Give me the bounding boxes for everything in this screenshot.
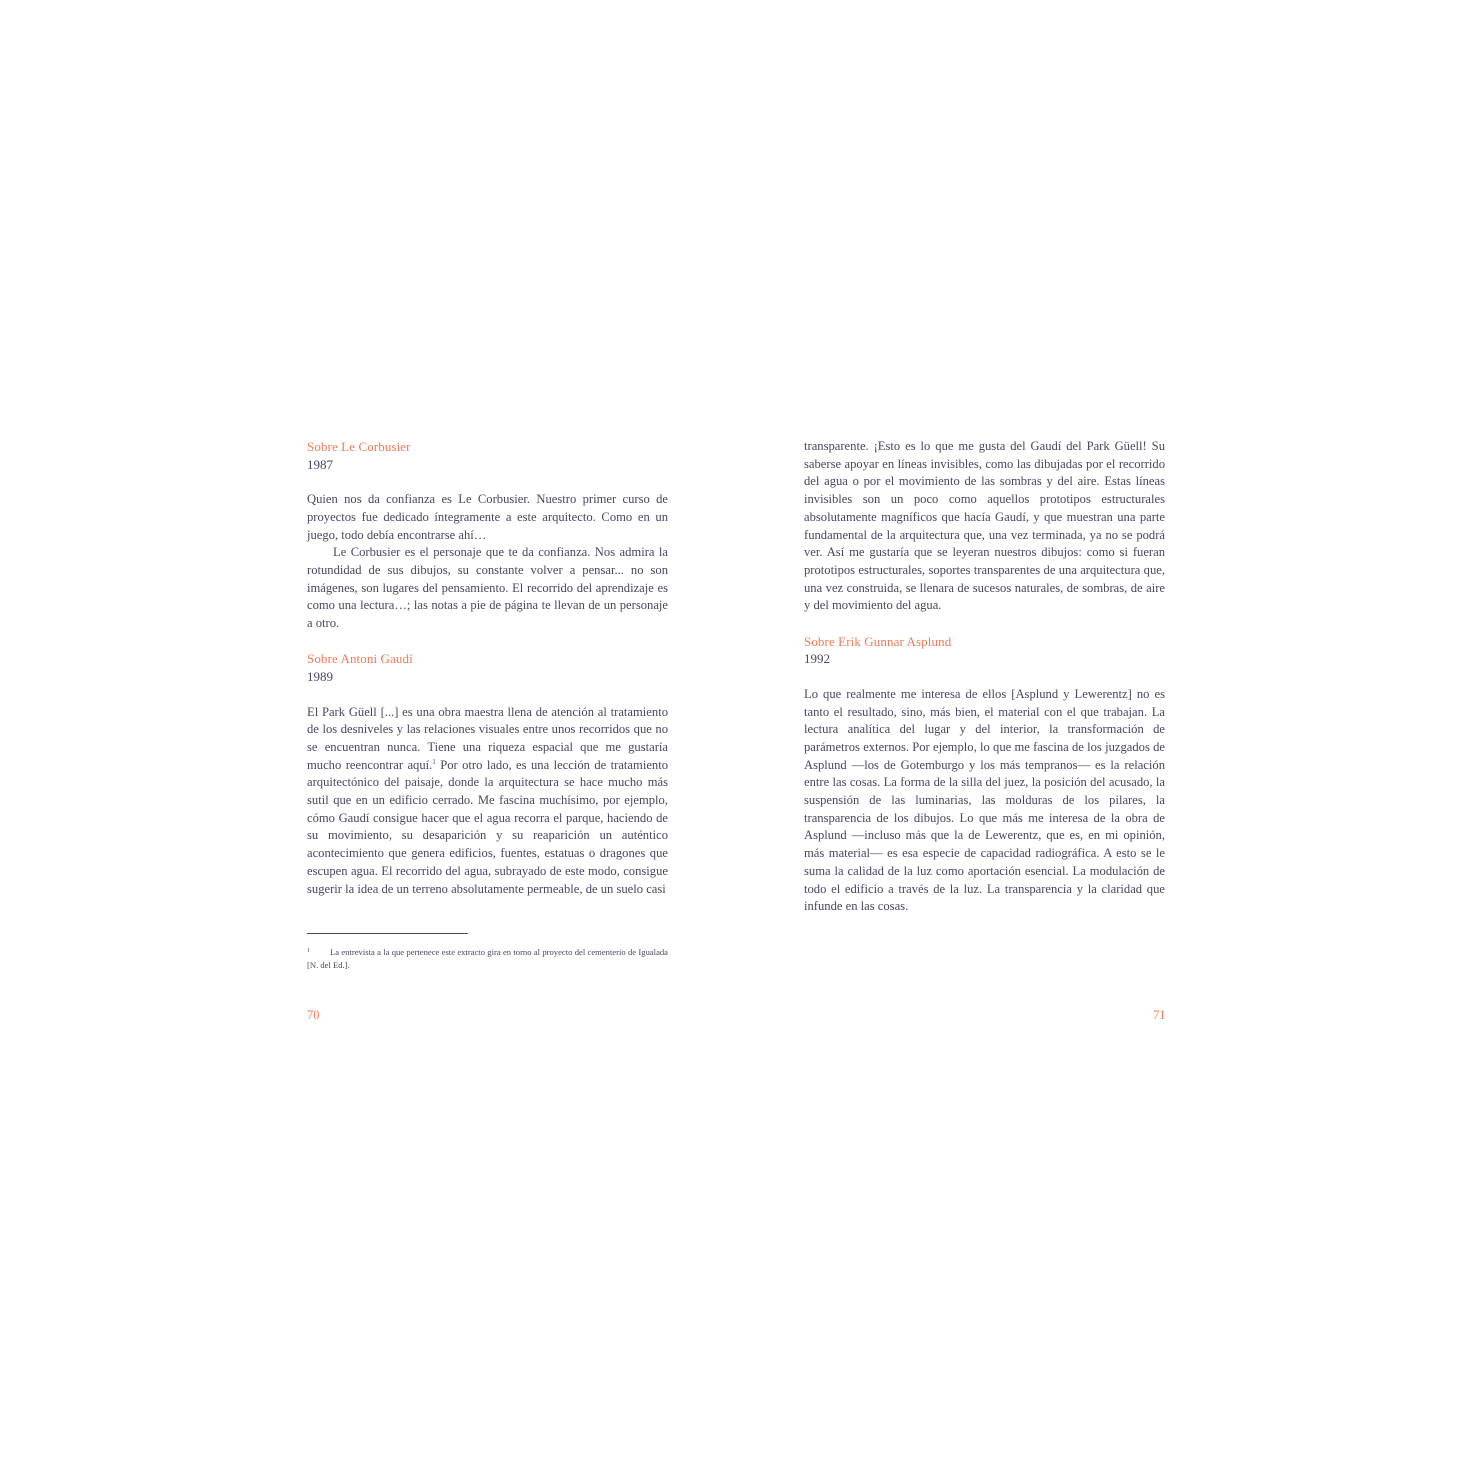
paragraph-le-corbusier-1: Quien nos da confianza es Le Corbusier. Nuestro primer curso de proyectos fue dedicado íntegramente a este arquitecto. Como en un juego, todo debía encontrarse ahí…: [307, 492, 668, 542]
footnote-reference[interactable]: 1: [432, 757, 436, 766]
right-page: [804, 438, 1165, 916]
section-gap: [804, 615, 1165, 633]
page-number-left: 70: [307, 1008, 320, 1022]
paragraph-gaudi-part-2: Por otro lado, es una lección de tratamiento arquitectónico del paisaje, donde la arquitectura se hace mucho más sutil que en un edificio cerrado. Me fascina muchísimo, por ejemplo, cómo Gaudí consigue hacer que el agua recorra el parque, haciendo de su movimiento, su desaparición y su reaparición un auténtico acontecimiento que genera edificios, fuentes, estatuas o dragones que escupen agua. El recorrido del agua, subrayado de este modo, consigue sugerir la idea de un terreno absolutamente permeable, de un suelo casi: [307, 757, 669, 896]
section-year-1989: 1989: [307, 669, 333, 685]
footnote-divider: [307, 933, 468, 934]
section-year-1987: 1987: [307, 456, 333, 472]
paragraph-gaudi-continued: transparente. ¡Esto es lo que me gusta del Gaudí del Park Güell! Su saberse apoyar en líneas invisibles, como las dibujadas por el recorrido del agua o por el movimiento de las sombras y del aire. Estas líneas invisibles son un poco como aquellos prototipos estructurales absolutamente magníficos que hacía Gaudí, y que muestran una parte fundamental de la arquitectura que, una vez terminada, ya no se podrá ver. Así me gustaría que se leyeran nuestros dibujos: como si fueran prototipos estructurales, soportes transparentes de una arquitectura que, una vez construida, se llenara de sucesos naturales, de sombras, de aire y del movimiento del agua.: [804, 439, 1165, 613]
paragraph-gaudi: [307, 704, 668, 899]
left-page: [307, 438, 668, 898]
section-heading-asplund: Sobre Erik Gunnar Asplund: [804, 633, 952, 649]
footnote: [307, 945, 668, 971]
paragraph-le-corbusier-2: Le Corbusier es el personaje que te da confianza. Nos admira la rotundidad de sus dibujos, su constante volver a pensar... no son imágenes, son lugares del pensamiento. El recorrido del aprendizaje es como una lectura…; las notas a pie de página te llevan de un personaje a otro.: [307, 545, 668, 631]
paragraph-gaudi-part-1: El Park Güell [...] es una obra maestra llena de atención al tratamiento de los desniveles y las relaciones visuales entre unos recorridos que no se encuentran nunca. Tiene una riqueza espacial que me gustaría mucho reencontrar aquí.: [307, 704, 668, 772]
page-number-right: 71: [1153, 1008, 1166, 1022]
footnote-text: La entrevista a la que pertenece este extracto gira en torno al proyecto del cementerio de Igualada [N. del Ed.].: [307, 947, 668, 970]
section-heading-gaudi: Sobre Antoni Gaudí: [307, 651, 413, 667]
section-heading-le-corbusier: Sobre Le Corbusier: [307, 439, 411, 454]
footnote-number: 1: [307, 948, 310, 954]
section-year-1992: 1992: [804, 651, 830, 667]
paragraph-asplund: Lo que realmente me interesa de ellos [Asplund y Lewerentz] no es tanto el resultado, sino, más bien, el material con el que trabajan. La lectura analítica del lugar y del interior, la transformación de parámetros externos. Por ejemplo, lo que me fascina de los juzgados de Asplund —los de Gotemburgo y los más tempranos— es la relación entre las cosas. La forma de la silla del juez, la posición del acusado, la suspensión de las luminarias, las molduras de los pilares, la transparencia de los dibujos. Lo que más me interesa de la obra de Asplund —incluso más que la de Lewerentz, que es, en mi opinión, más material— es esa especie de capacidad radiográfica. A esto se le suma la calidad de la luz como aportación esencial. La modulación de todo el edificio a través de la luz. La transparencia y la claridad que infunde en las cosas.: [804, 686, 1165, 914]
section-gap: [307, 633, 668, 651]
